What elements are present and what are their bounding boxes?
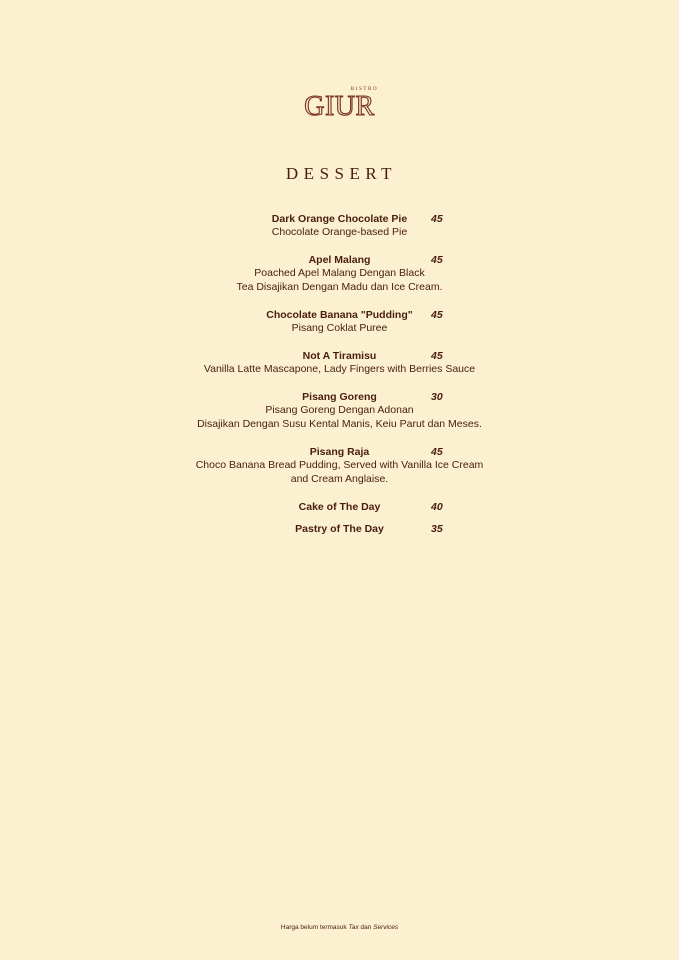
item-price: 40 (431, 501, 443, 513)
item-name: Pisang Raja (309, 446, 370, 458)
item-price: 45 (431, 309, 443, 321)
item-description: Chocolate Orange-based Pie (271, 226, 408, 238)
item-name: Cake of The Day (298, 501, 381, 513)
item-name: Pastry of The Day (295, 523, 384, 535)
tax-note-services: Services (373, 924, 399, 931)
item-description: Disajikan Dengan Susu Kental Manis, Keiu Parut dan Meses. (197, 417, 482, 430)
tax-note (0, 924, 679, 931)
logo-subtitle: BISTRO (350, 87, 379, 92)
menu-item (0, 212, 679, 240)
item-price: 45 (431, 446, 443, 458)
item-description: Poached Apel Malang Dengan Black (254, 267, 425, 279)
menu-item (0, 522, 679, 536)
item-description: Choco Banana Bread Pudding, Served with Vanilla Ice Cream (195, 459, 484, 471)
item-price: 45 (431, 254, 443, 266)
bistro-logo (0, 86, 679, 120)
menu-item (0, 253, 679, 294)
item-description: Vanilla Latte Mascapone, Lady Fingers with Berries Sauce (203, 363, 476, 375)
menu-item (0, 500, 679, 514)
item-price: 35 (431, 523, 443, 535)
item-name: Not A Tiramisu (302, 350, 377, 362)
item-name: Pisang Goreng (302, 391, 377, 403)
logo-wordmark: GIUR (304, 91, 375, 122)
tax-note-prefix: Harga belum termasuk (280, 924, 349, 931)
menu-item (0, 445, 679, 486)
item-name: Chocolate Banana "Pudding" (266, 309, 413, 321)
item-name: Dark Orange Chocolate Pie (271, 213, 408, 225)
item-name: Apel Malang (308, 254, 371, 266)
item-price: 45 (431, 350, 443, 362)
menu-item (0, 308, 679, 336)
menu-item (0, 349, 679, 377)
item-price: 45 (431, 213, 443, 225)
page-title: DESSERT (285, 164, 398, 183)
item-description: Tea Disajikan Dengan Madu dan Ice Cream. (236, 280, 443, 293)
menu-item (0, 390, 679, 431)
tax-note-tax: Tax (348, 924, 359, 931)
item-description: Pisang Coklat Puree (291, 322, 388, 334)
item-price: 30 (431, 391, 443, 403)
tax-note-middle: dan (358, 924, 374, 931)
item-description: and Cream Anglaise. (290, 472, 389, 485)
item-description: Pisang Goreng Dengan Adonan (265, 404, 414, 416)
